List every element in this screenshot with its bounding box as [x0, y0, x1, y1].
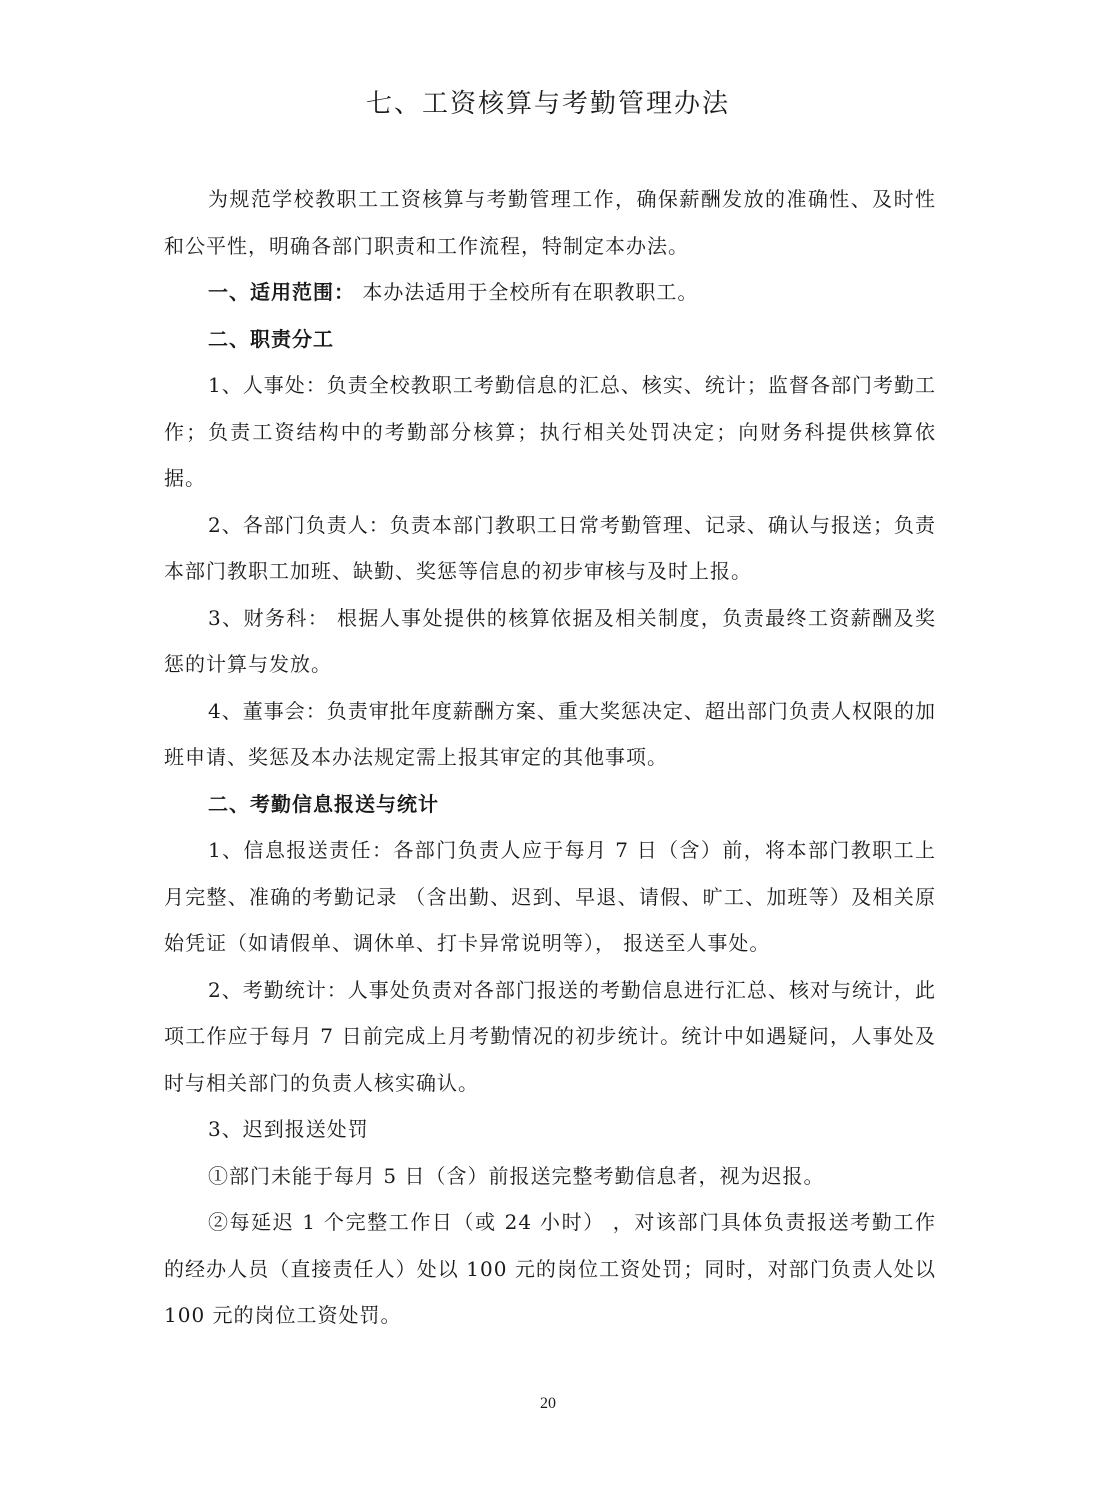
document-title: 七、工资核算与考勤管理办法	[365, 89, 730, 119]
document-body	[164, 176, 936, 1339]
attendance-heading: 二、考勤信息报送与统计	[208, 791, 439, 816]
attendance-item-statistics: 2、考勤统计：人事处负责对各部门报送的考勤信息进行汇总、核对与统计，此项工作应于每月 7 日前完成上月考勤情况的初步统计。统计中如遇疑问，人事处及时与相关部门的负责人核实确认。	[164, 977, 936, 1095]
duty-item-hr: 1、人事处：负责全校教职工考勤信息的汇总、核实、统计；监督各部门考勤工作；负责工资结构中的考勤部分核算；执行相关处罚决定；向财务科提供核算依据。	[164, 373, 936, 490]
attendance-item-report-duty: 1、信息报送责任：各部门负责人应于每月 7 日（含）前，将本部门教职工上月完整、准确的考勤记录 （含出勤、迟到、早退、请假、旷工、加班等）及相关原始凭证（如请假单、调休单、打卡异常说明等）， 报送至人事处。	[164, 838, 936, 955]
duties-heading: 二、职责分工	[208, 326, 334, 351]
attendance-item-penalty-detail: ②每延迟 1 个完整工作日（或 24 小时） ，对该部门具体负责报送考勤工作的经办人员（直接责任人）处以 100 元的岗位工资处罚；同时，对部门负责人处以 100 元的岗位工资处罚。	[164, 1210, 936, 1327]
duty-item-finance: 3、财务科： 根据人事处提供的核算依据及相关制度，负责最终工资薪酬及奖惩的计算与发放。	[164, 605, 936, 676]
intro-paragraph: 为规范学校教职工工资核算与考勤管理工作，确保薪酬发放的准确性、及时性和公平性，明确各部门职责和工作流程，特制定本办法。	[164, 187, 936, 258]
scope-section	[164, 269, 936, 316]
attendance-item-late-definition: ①部门未能于每月 5 日（含）前报送完整考勤信息者，视为迟报。	[208, 1163, 825, 1188]
attendance-item-late-penalty: 3、迟到报送处罚	[208, 1117, 369, 1141]
scope-text: 本办法适用于全校所有在职教职工。	[355, 280, 699, 304]
page-number: 20	[540, 1395, 556, 1412]
scope-label: 一、适用范围：	[208, 280, 355, 304]
duty-item-board: 4、董事会：负责审批年度薪酬方案、重大奖惩决定、超出部门负责人权限的加班申请、奖惩及本办法规定需上报其审定的其他事项。	[164, 698, 936, 769]
duty-item-dept-head: 2、各部门负责人：负责本部门教职工日常考勤管理、记录、确认与报送；负责本部门教职工加班、缺勤、奖惩等信息的初步审核与及时上报。	[164, 512, 936, 583]
